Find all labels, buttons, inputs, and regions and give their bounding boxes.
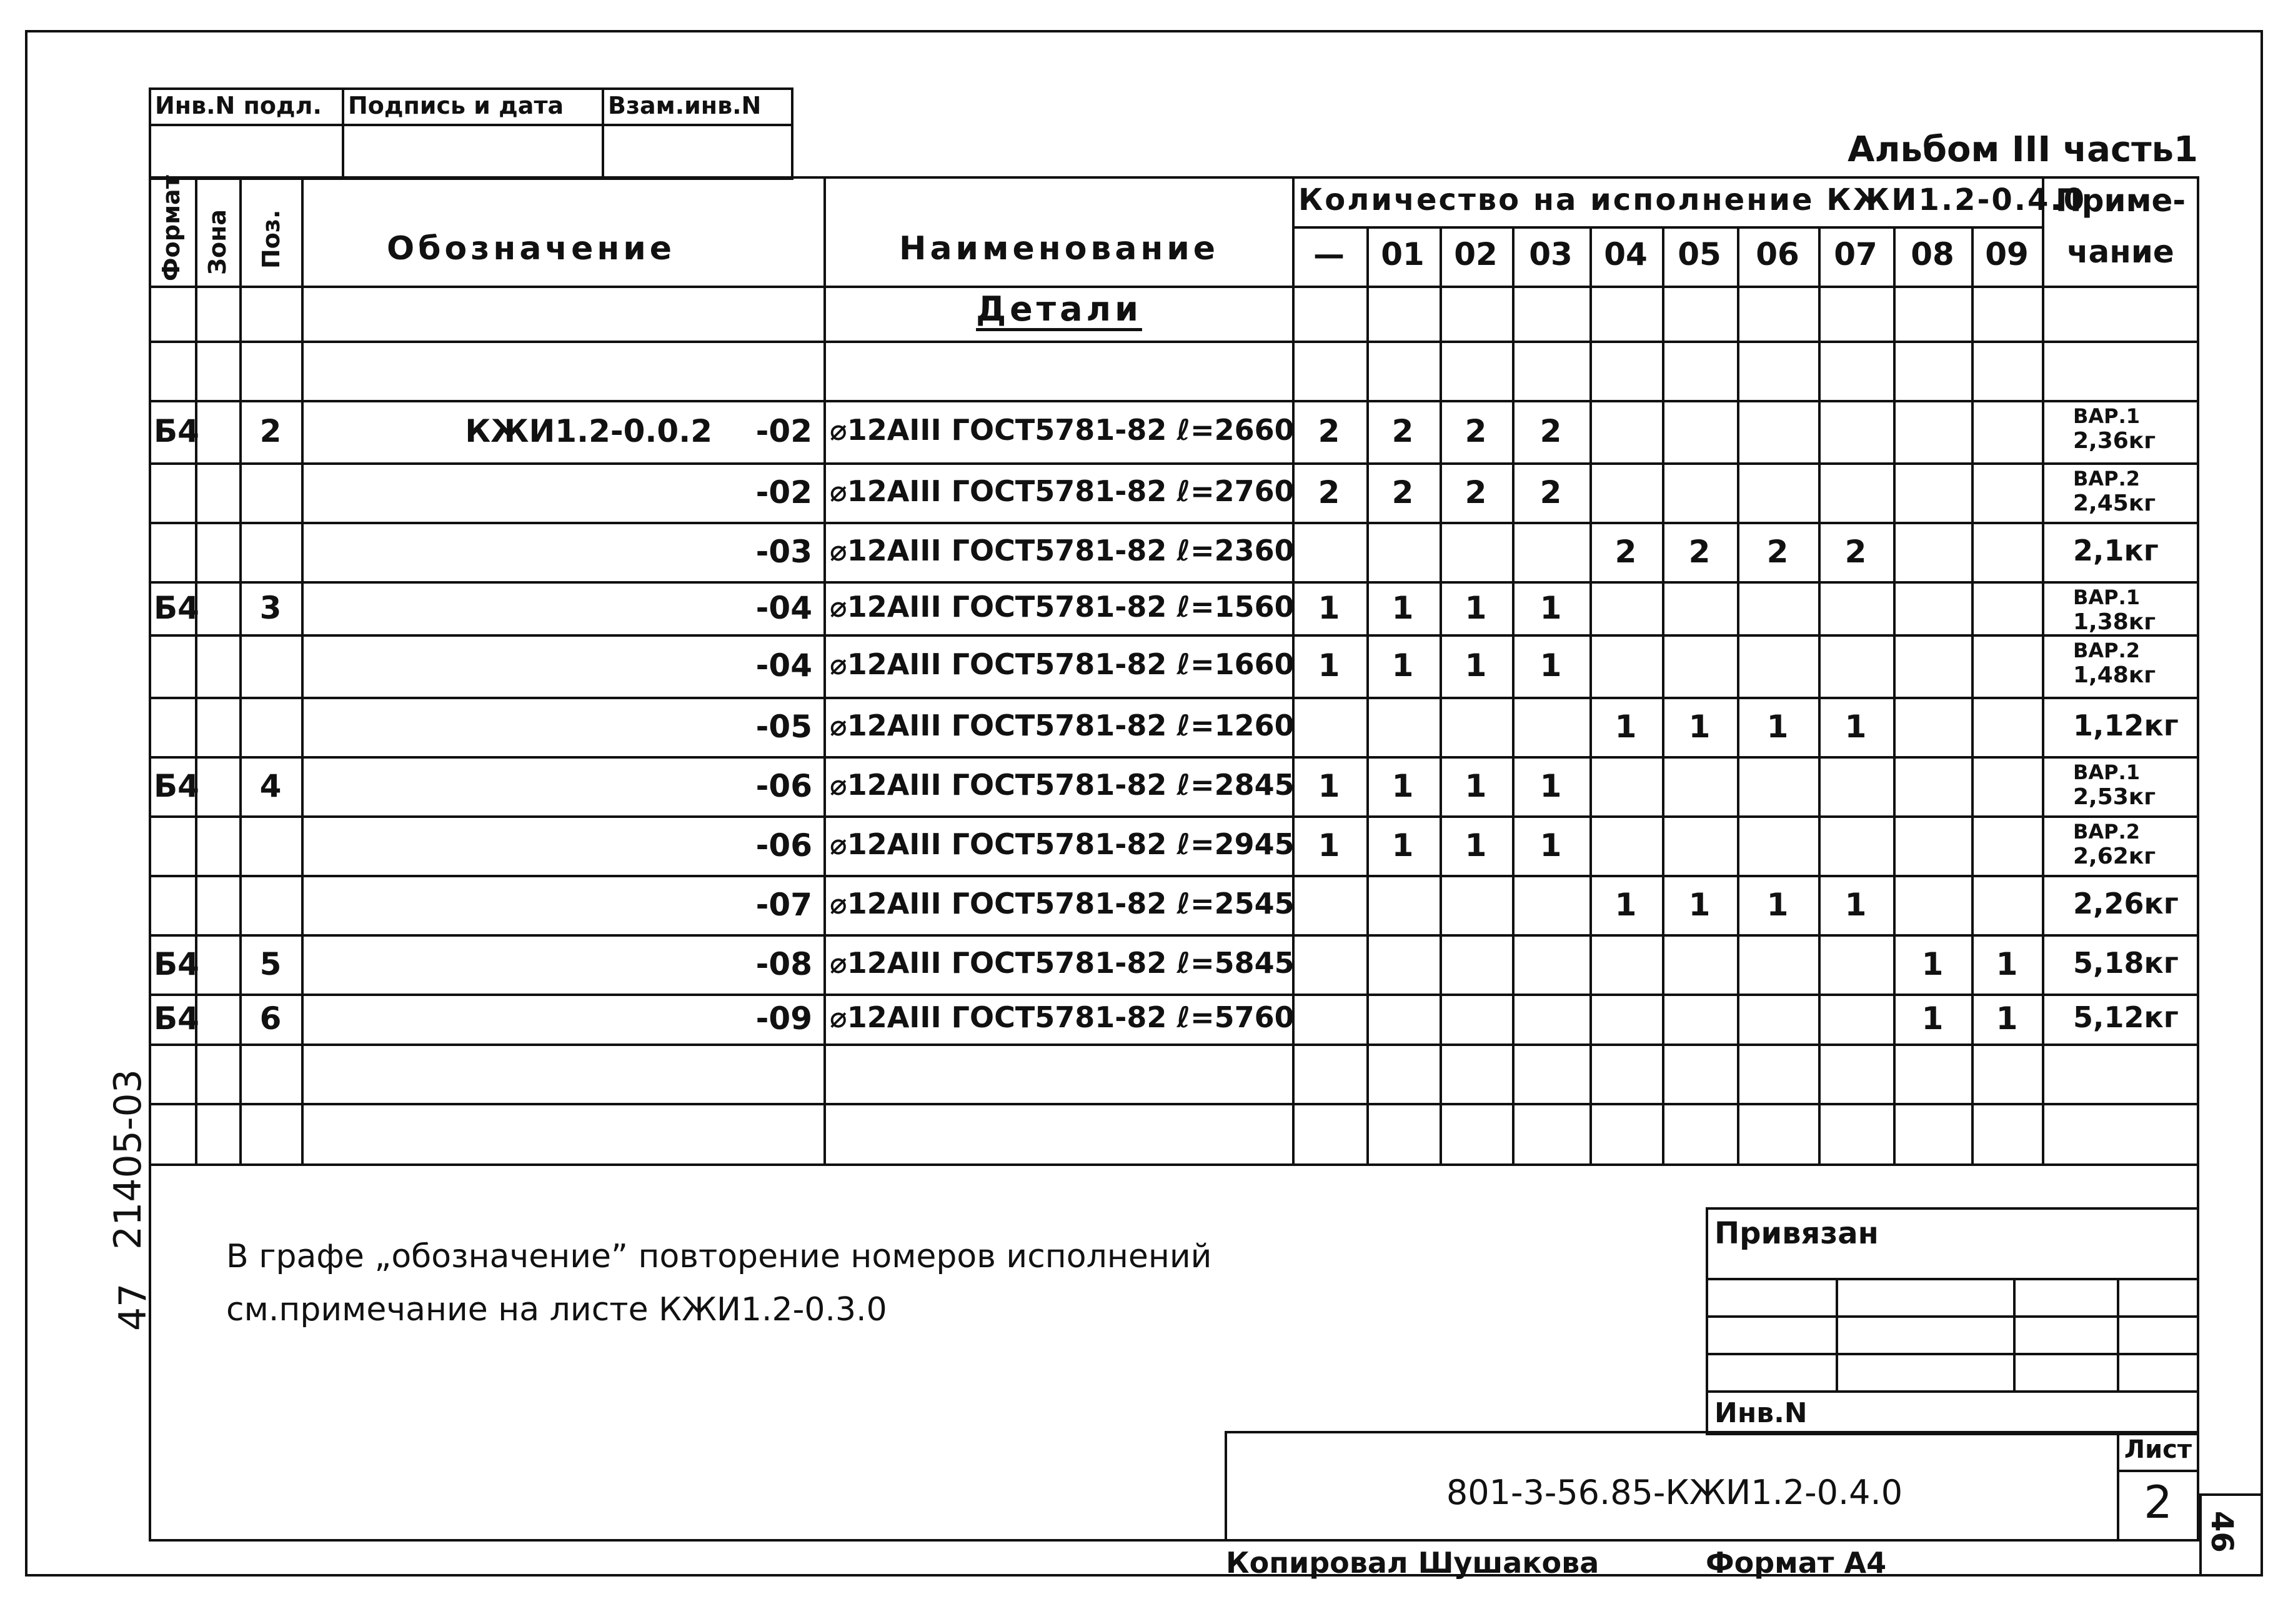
row-qty: 1 [1318,767,1340,804]
format-label: Формат А4 [1706,1546,1887,1580]
row-obozn-suffix: -04 [755,647,812,684]
header-primechanie-2: чание [2067,234,2174,270]
header-primechanie-1: Приме- [2055,182,2186,219]
row-note-mass: 1,38кг [2073,609,2156,635]
row-note-mass: 1,12кг [2073,708,2179,742]
row-qty: 1 [1318,647,1340,684]
row-poz: 5 [259,945,282,982]
row-qty: 2 [1465,413,1487,449]
header-col: 01 [1381,236,1425,272]
row-obozn-suffix: -05 [755,708,812,745]
header-col: 09 [1985,236,2029,272]
header-naimenovanie: Наименование [898,230,1220,267]
row-qty: 2 [1391,413,1414,449]
row-qty: 1 [1996,1000,2018,1037]
row-qty: 2 [1614,533,1637,570]
header-col: 06 [1756,236,1799,272]
header-col: 05 [1678,236,1721,272]
row-note-mass: 5,12кг [2073,1000,2179,1034]
row-qty: 1 [1465,647,1487,684]
row-qty: 1 [1391,589,1414,626]
header-poz: Поз. [257,209,285,269]
row-qty: 2 [1539,413,1562,449]
row-name: ⌀12АIII ГОСТ5781-82 ℓ=2660 [830,413,1295,447]
row-name: ⌀12АIII ГОСТ5781-82 ℓ=2545 [830,886,1295,920]
header-col: 03 [1529,236,1573,272]
row-qty: 1 [1844,886,1867,923]
row-format: Б4 [154,767,199,804]
row-name: ⌀12АIII ГОСТ5781-82 ℓ=5845 [830,945,1295,980]
row-qty: 1 [1391,647,1414,684]
row-obozn-suffix: -02 [755,413,812,449]
row-note-mass: 2,1кг [2073,533,2159,567]
row-obozn-suffix: -07 [755,886,812,923]
row-note-mass: 5,18кг [2073,945,2179,980]
header-col: 07 [1834,236,1878,272]
header-zona: Зона [204,209,231,275]
note-line-2: см.примечание на листе КЖИ1.2-0.3.0 [226,1291,887,1328]
row-poz: 6 [259,1000,282,1037]
list-number: 2 [2144,1476,2172,1528]
row-name: ⌀12АIII ГОСТ5781-82 ℓ=2760 [830,474,1295,508]
row-note-mass: 1,48кг [2073,662,2156,688]
row-note-var: ВАР.2 [2073,639,2141,662]
page-number-right: 46 [2204,1511,2239,1553]
header-col: 08 [1911,236,1954,272]
row-name: ⌀12АIII ГОСТ5781-82 ℓ=2360 [830,533,1295,567]
section-title: Детали [976,289,1142,329]
album-title: Альбом III часть1 [1848,129,2198,170]
inv-n-label: Инв.N [1714,1397,1808,1429]
row-obozn-suffix: -09 [755,1000,812,1037]
row-obozn-main: КЖИ1.2-0.0.2 [465,413,712,449]
row-qty: 2 [1844,533,1867,570]
header-oboznachenie: Обозначение [386,230,676,267]
row-qty: 1 [1318,589,1340,626]
row-qty: 1 [1996,945,2018,982]
row-name: ⌀12АIII ГОСТ5781-82 ℓ=2945 [830,827,1295,861]
row-qty: 1 [1766,708,1789,745]
row-name: ⌀12АIII ГОСТ5781-82 ℓ=1560 [830,589,1295,624]
row-qty: 1 [1921,945,1944,982]
row-format: Б4 [154,1000,199,1037]
row-note-var: ВАР.2 [2073,820,2141,844]
row-note-mass: 2,45кг [2073,491,2156,516]
row-qty: 1 [1614,708,1637,745]
row-qty: 2 [1539,474,1562,511]
row-qty: 2 [1318,413,1340,449]
row-obozn-suffix: -03 [755,533,812,570]
row-qty: 1 [1539,589,1562,626]
row-qty: 1 [1391,827,1414,864]
row-qty: 1 [1465,767,1487,804]
row-qty: 2 [1318,474,1340,511]
row-qty: 1 [1844,708,1867,745]
row-qty: 2 [1391,474,1414,511]
podpis-data-label: Подпись и дата [348,92,564,119]
row-qty: 1 [1539,827,1562,864]
row-note-mass: 2,62кг [2073,844,2156,869]
row-format: Б4 [154,945,199,982]
row-poz: 4 [259,767,282,804]
header-col: 02 [1454,236,1498,272]
row-note-mass: 2,36кг [2073,428,2156,454]
row-format: Б4 [154,413,199,449]
header-kolichestvo: Количество на исполнение КЖИ1.2-0.4.0 [1298,182,2087,217]
list-label: Лист [2124,1435,2192,1464]
row-name: ⌀12АIII ГОСТ5781-82 ℓ=5760 [830,1000,1295,1034]
row-obozn-suffix: -06 [755,767,812,804]
inv-podl-label: Инв.N подл. [155,92,322,119]
row-poz: 2 [259,413,282,449]
header-col: 04 [1604,236,1648,272]
row-format: Б4 [154,589,199,626]
doc-code: 801-3-56.85-КЖИ1.2-0.4.0 [1446,1473,1903,1512]
row-qty: 1 [1688,886,1711,923]
row-qty: 1 [1614,886,1637,923]
vzam-inv-label: Взам.инв.N [608,92,762,119]
row-qty: 2 [1766,533,1789,570]
row-obozn-suffix: -04 [755,589,812,626]
row-qty: 1 [1539,767,1562,804]
kopiroval: Копировал Шушакова [1226,1546,1599,1580]
row-qty: 2 [1688,533,1711,570]
row-name: ⌀12АIII ГОСТ5781-82 ℓ=1660 [830,647,1295,681]
row-qty: 1 [1539,647,1562,684]
row-note-var: ВАР.1 [2073,404,2141,428]
row-qty: 1 [1766,886,1789,923]
header-col: — [1313,236,1345,272]
row-note-mass: 2,26кг [2073,886,2179,920]
row-qty: 1 [1688,708,1711,745]
row-obozn-suffix: -08 [755,945,812,982]
row-name: ⌀12АIII ГОСТ5781-82 ℓ=2845 [830,767,1295,802]
row-poz: 3 [259,589,282,626]
row-note-var: ВАР.1 [2073,760,2141,784]
row-qty: 1 [1465,827,1487,864]
row-obozn-suffix: -02 [755,474,812,511]
row-note-var: ВАР.1 [2073,585,2141,609]
row-qty: 2 [1465,474,1487,511]
row-qty: 1 [1465,589,1487,626]
row-qty: 1 [1391,767,1414,804]
header-format: Формат [157,175,185,281]
row-qty: 1 [1921,1000,1944,1037]
side-number: 21405-03 [106,1069,150,1250]
row-note-var: ВАР.2 [2073,467,2141,491]
privyazan-label: Привязан [1714,1216,1879,1251]
side-page: 47 [111,1283,155,1331]
row-note-mass: 2,53кг [2073,784,2156,810]
row-name: ⌀12АIII ГОСТ5781-82 ℓ=1260 [830,708,1295,742]
note-line-1: В графе „обозначение” повторение номеров исполнений [226,1238,1212,1275]
row-qty: 1 [1318,827,1340,864]
row-obozn-suffix: -06 [755,827,812,864]
